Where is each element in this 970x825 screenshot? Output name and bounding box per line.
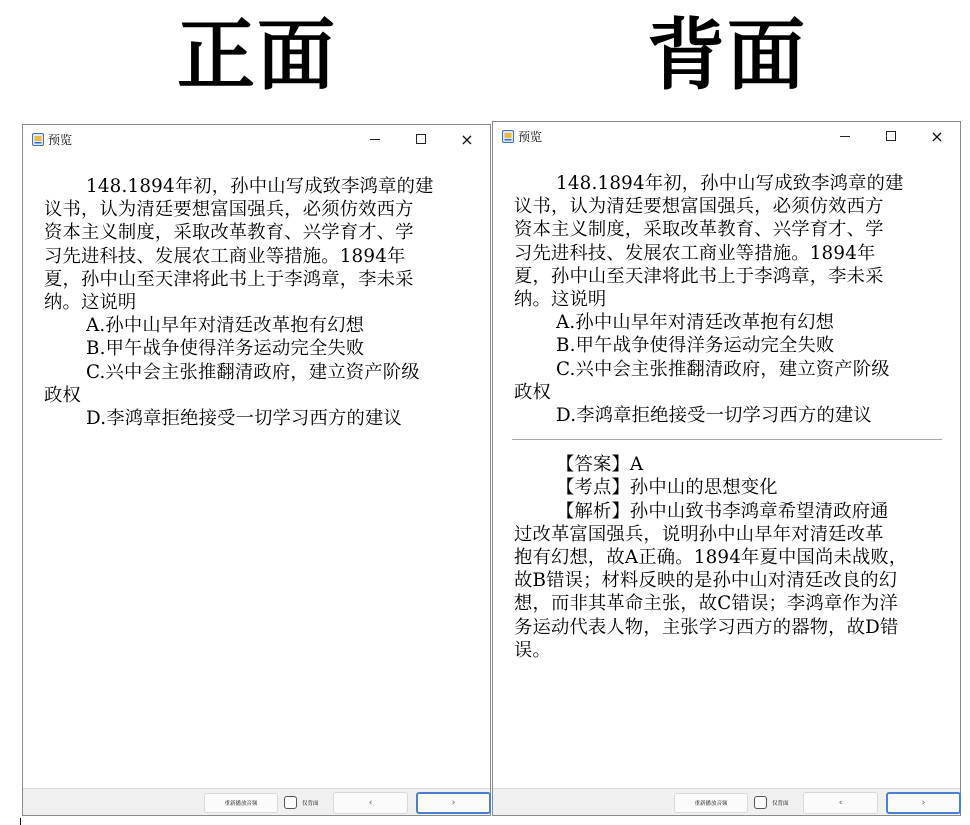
question-line: 资本主义制度，采取改革教育、兴学育才、学 (44, 222, 414, 244)
option-c-line: 政权 (514, 381, 551, 403)
option-c-line: 政权 (44, 384, 81, 406)
analysis-line: 抱有幻想，故A正确。1894年夏中国尚未战败， (514, 547, 908, 569)
window-title: 预览 (48, 132, 73, 147)
preview-window-front (22, 124, 491, 816)
option-a: A.孙中山早年对清廷改革抱有幻想 (86, 315, 365, 337)
front-heading: 正面 (176, 10, 337, 101)
question-line: 议书，认为清廷要想富国强兵，必须仿效西方 (44, 199, 414, 221)
replay-audio-button[interactable]: 重新播放音频 (674, 793, 748, 813)
close-button[interactable] (914, 122, 960, 150)
next-button[interactable] (416, 792, 491, 814)
footer-toolbar (493, 788, 960, 815)
preview-app-icon (32, 133, 44, 146)
preview-window-back (492, 121, 961, 816)
question-stem (44, 175, 470, 314)
analysis-line: 过改革富国强兵，说明孙中山早年对清廷改革 (514, 523, 884, 545)
question-line: 148.1894年初，孙中山写成致李鸿章的建 (556, 173, 904, 194)
option-b: B.甲午战争使得洋务运动完全失败 (86, 338, 365, 360)
chevron-left-icon: ‹ (368, 798, 373, 808)
close-icon: × (460, 129, 474, 149)
maximize-button[interactable] (398, 125, 444, 153)
question-line: 纳。这说明 (44, 292, 137, 314)
option-c-line: C.兴中会主张推翻清政府，建立资产阶级 (86, 361, 420, 383)
checkbox-icon[interactable] (754, 796, 767, 809)
previous-button[interactable] (333, 792, 408, 814)
back-only-checkbox[interactable] (754, 796, 789, 809)
option-b: B.甲午战争使得洋务运动完全失败 (556, 335, 835, 357)
analysis-line: 【解析】孙中山致书李鸿章希望清政府通 (556, 500, 889, 522)
card-content (493, 150, 960, 788)
minimize-icon (840, 136, 850, 137)
footer-toolbar (23, 788, 490, 815)
maximize-icon (886, 131, 896, 141)
previous-button[interactable] (803, 792, 878, 814)
option-d: D.李鸿章拒绝接受一切学习西方的建议 (556, 405, 872, 427)
answer-line: 【答案】A (556, 454, 644, 476)
analysis-line: 想，而非其革命主张，故C错误；李鸿章作为洋 (514, 593, 898, 615)
analysis-line: 误。 (514, 639, 551, 661)
question-stem (514, 172, 940, 311)
title-bar[interactable] (493, 122, 960, 150)
option-c (514, 358, 940, 404)
analysis-line: 务运动代表人物，主张学习西方的器物，故D错 (514, 616, 899, 638)
close-icon: × (930, 126, 944, 146)
question-line: 议书，认为清廷要想富国强兵，必须仿效西方 (514, 196, 884, 218)
question-line: 习先进科技、发展农工商业等措施。1894年 (514, 242, 876, 264)
back-only-label: 仅背面 (772, 800, 789, 807)
next-button[interactable] (886, 792, 961, 814)
chevron-left-icon: ‹ (838, 798, 843, 808)
back-heading: 背面 (646, 10, 807, 101)
option-c (44, 361, 470, 407)
title-bar[interactable] (23, 125, 490, 153)
maximize-button[interactable] (868, 122, 914, 150)
answer-divider (512, 439, 942, 440)
option-c-line: C.兴中会主张推翻清政府，建立资产阶级 (556, 358, 890, 380)
question-line: 夏，孙中山至天津将此书上于李鸿章，李未采 (514, 265, 884, 287)
back-only-checkbox[interactable] (284, 796, 319, 809)
minimize-button[interactable] (352, 125, 398, 153)
question-line: 纳。这说明 (514, 289, 607, 311)
option-d: D.李鸿章拒绝接受一切学习西方的建议 (86, 408, 402, 430)
window-title: 预览 (518, 129, 543, 144)
replay-audio-button[interactable]: 重新播放音频 (204, 793, 278, 813)
option-a: A.孙中山早年对清廷改革抱有幻想 (556, 312, 835, 334)
minimize-button[interactable] (822, 122, 868, 150)
question-line: 习先进科技、发展农工商业等措施。1894年 (44, 245, 406, 267)
minimize-icon (370, 139, 380, 140)
card-content (23, 153, 490, 788)
question-line: 夏，孙中山至天津将此书上于李鸿章，李未采 (44, 268, 414, 290)
question-line: 148.1894年初，孙中山写成致李鸿章的建 (86, 176, 434, 197)
checkbox-icon[interactable] (284, 796, 297, 809)
question-line: 资本主义制度，采取改革教育、兴学育才、学 (514, 219, 884, 241)
back-only-label: 仅背面 (302, 800, 319, 807)
analysis-text (514, 500, 940, 662)
analysis-line: 故B错误；材料反映的是孙中山对清廷改良的幻 (514, 570, 898, 592)
close-button[interactable] (444, 125, 490, 153)
preview-app-icon (502, 130, 514, 143)
topic-line: 【考点】孙中山的思想变化 (556, 477, 778, 499)
maximize-icon (416, 134, 426, 144)
text-cursor (20, 818, 21, 825)
chevron-right-icon: › (451, 798, 456, 808)
chevron-right-icon: › (921, 798, 926, 808)
